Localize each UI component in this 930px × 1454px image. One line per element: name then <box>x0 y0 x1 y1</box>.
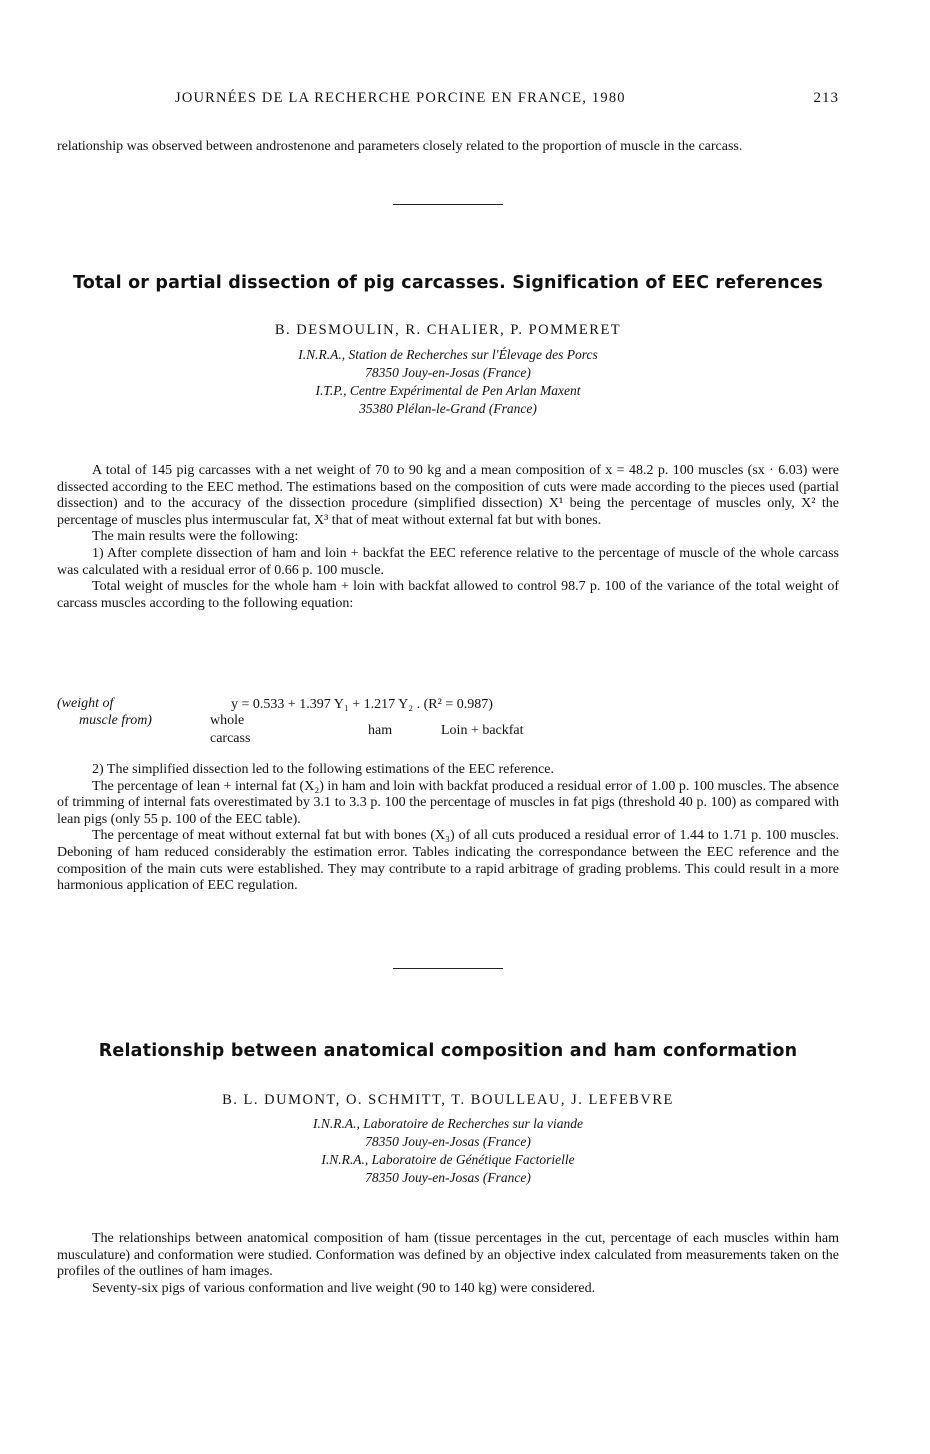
intro-paragraph: relationship was observed between androstenone and parameters closely related to the proportion of muscle in the carcass. <box>57 139 743 154</box>
equation-term-label: Loin + backfat <box>441 723 524 738</box>
article-body <box>57 463 839 612</box>
body-paragraph: The percentage of meat without external fat but with bones (X₃) of all cuts produced a residual error of 1.44 to 1.71 p. 100 muscles. Deboning of ham reduced considerably the estimation error. Tables indicating the correspondance between the EEC reference and the composition of the main cuts were established. They may contribute to a rapid arbitrage of grading problems. This could result in a more harmonious application of EEC regulation. <box>57 828 839 894</box>
article-authors: B. L. DUMONT, O. SCHMITT, T. BOULLEAU, J. LEFEBVRE <box>222 1092 674 1108</box>
article-body-continued <box>57 762 839 895</box>
article-body <box>57 1231 839 1297</box>
body-paragraph: Total weight of muscles for the whole ham + loin with backfat allowed to control 98.7 p. 100 of the variance of the total weight of carcass muscles according to the following equation: <box>57 579 839 611</box>
affiliation-line: 35380 Plélan-le-Grand (France) <box>359 401 537 416</box>
affiliation-line: 78350 Jouy-en-Josas (France) <box>365 365 531 380</box>
article-title: Relationship between anatomical composition and ham conformation <box>98 1041 798 1061</box>
affiliation-line: 78350 Jouy-en-Josas (France) <box>365 1170 531 1185</box>
article-title: Total or partial dissection of pig carcasses. Signification of EEC references <box>72 273 824 293</box>
article-affiliations <box>57 1115 839 1187</box>
article-authors: B. DESMOULIN, R. CHALIER, P. POMMERET <box>274 322 622 338</box>
body-paragraph: A total of 145 pig carcasses with a net weight of 70 to 90 kg and a mean composition of x = 48.2 p. 100 muscles (sx · 6.03) were dissected according to the EEC method. The estimations based on the composition of cuts were made according to the pieces used (partial dissection) and to the accuracy of the dissection procedure (simplified dissection) X¹ being the percentage of muscles only, X² the percentage of muscles plus intermuscular fat, X³ that of meat without external fat but with bones. <box>57 463 839 528</box>
equation <box>57 696 839 746</box>
body-paragraph: 1) After complete dissection of ham and loin + backfat the EEC reference relative to the percentage of muscle of the whole carcass was calculated with a residual error of 0.66 p. 100 muscle. <box>57 545 839 578</box>
equation-formula: y = 0.533 + 1.397 Y₁ + 1.217 Y₂ . (R² = 0.987) <box>231 697 493 712</box>
affiliation-line: 78350 Jouy-en-Josas (France) <box>365 1134 531 1149</box>
equation-label: muscle from) <box>79 713 152 728</box>
body-paragraph: The percentage of lean + internal fat (X₂) in ham and loin with backfat produced a residual error of 1.00 p. 100 muscles. The absence of trimming of internal fats overestimated by 3.1 to 3.3 p. 100 the percentage of muscles in fat pigs (threshold 40 p. 100) as compared with lean pigs (only 55 p. 100 of the EEC table). <box>57 778 839 827</box>
affiliation-line: I.N.R.A., Laboratoire de Recherches sur la viande <box>312 1116 584 1131</box>
page-number: 213 <box>813 90 839 106</box>
body-paragraph: The main results were the following: <box>92 529 299 545</box>
article-affiliations <box>57 346 839 418</box>
equation-term-label: whole <box>210 713 245 728</box>
running-head: JOURNÉES DE LA RECHERCHE PORCINE EN FRANCE, 1980 <box>175 90 626 106</box>
body-paragraph: Seventy-six pigs of various conformation and live weight (90 to 140 kg) were considered. <box>92 1280 596 1296</box>
affiliation-line: I.N.R.A., Laboratoire de Génétique Factorielle <box>321 1152 575 1167</box>
equation-term-label: ham <box>368 723 393 738</box>
affiliation-line: I.N.R.A., Station de Recherches sur l'Élevage des Porcs <box>298 347 598 362</box>
affiliation-line: I.T.P., Centre Expérimental de Pen Arlan Maxent <box>315 383 581 398</box>
page-header <box>57 90 839 110</box>
equation-label: (weight of <box>57 696 114 711</box>
equation-term-label: carcass <box>210 731 251 746</box>
section-divider <box>393 968 503 969</box>
section-divider <box>393 204 503 205</box>
body-paragraph: The relationships between anatomical composition of ham (tissue percentages in the cut, percentage of each muscles within ham musculature) and conformation were studied. Conformation was defined by an objective index calculated from measurements taken on the profiles of the outlines of ham images. <box>57 1231 839 1280</box>
body-paragraph: 2) The simplified dissection led to the following estimations of the EEC reference. <box>92 762 555 777</box>
